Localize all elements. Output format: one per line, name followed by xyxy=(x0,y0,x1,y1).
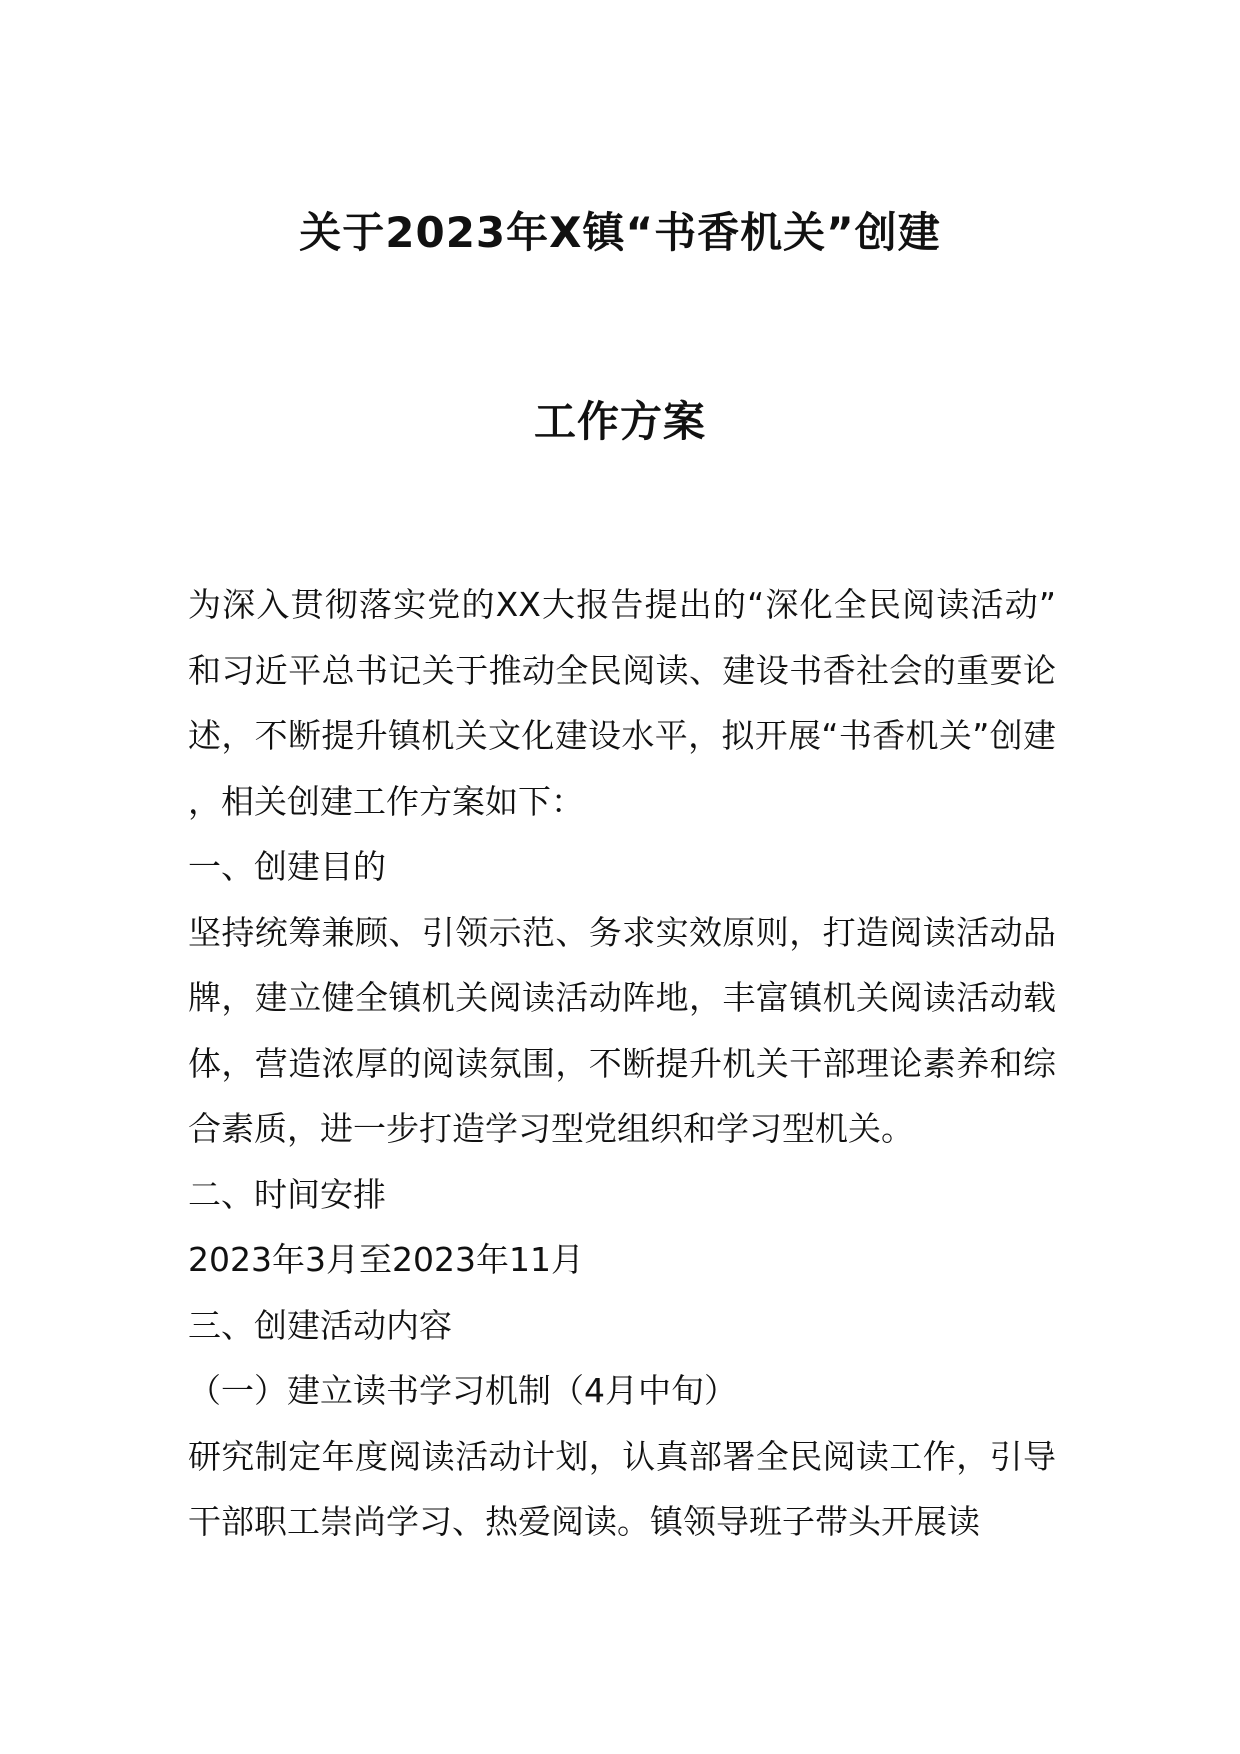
section-3-subparagraph-1: 研究制定年度阅读活动计划，认真部署全民阅读工作，引导干部职工崇尚学习、热爱阅读。镇领导班子带头开展读 xyxy=(188,1436,1056,1541)
document-title-line-1: 关于2023年X镇“书香机关”创建 xyxy=(299,208,941,257)
section-3-heading: 三、创建活动内容 xyxy=(188,1305,452,1345)
section-1-paragraph: 坚持统筹兼顾、引领示范、务求实效原则，打造阅读活动品牌，建立健全镇机关阅读活动阵地，丰富镇机关阅读活动载体，营造浓厚的阅读氛围，不断提升机关干部理论素养和综合素质，进一步打造学习型党组织和学习型机关。 xyxy=(188,912,1056,1148)
document-body xyxy=(188,572,1056,1555)
section-1-heading: 一、创建目的 xyxy=(188,847,386,886)
document-title-line-2: 工作方案 xyxy=(533,397,706,446)
section-2-paragraph: 2023年3月至2023年11月 xyxy=(188,1240,584,1279)
intro-paragraph: 为深入贯彻落实党的XX大报告提出的“深化全民阅读活动”和习近平总书记关于推动全民阅读、建设书香社会的重要论述，不断提升镇机关文化建设水平，拟开展“书香机关”创建，相关创建工作方案如下： xyxy=(188,585,1056,821)
section-3-subheading-1: （一）建立读书学习机制（4月中旬） xyxy=(188,1371,737,1410)
section-2-heading: 二、时间安排 xyxy=(188,1174,386,1214)
